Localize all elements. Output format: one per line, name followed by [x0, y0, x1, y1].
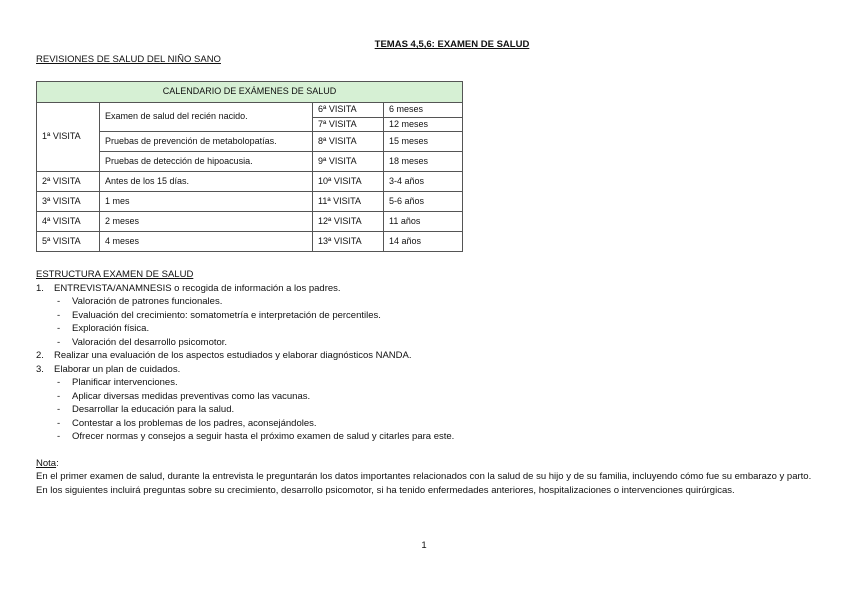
sub-text: Valoración de patrones funcionales. — [72, 296, 223, 307]
visit9-age: 18 meses — [384, 152, 463, 172]
dash: - — [57, 323, 61, 334]
sub-item — [36, 430, 812, 444]
dash: - — [57, 431, 61, 442]
visit11-label: 11ª VISITA — [313, 192, 384, 212]
visit10-label: 10ª VISITA — [313, 172, 384, 192]
note-paragraph-2: En los siguientes incluirá preguntas sobre su crecimiento, desarrollo psicomotor, si ha tenido enfermedades anteriores, hospitalizaciones o intervenciones quirúrgicas. — [36, 484, 735, 496]
visit7-age: 12 meses — [384, 117, 463, 132]
visit11-age: 5-6 años — [384, 192, 463, 212]
list-text: Elaborar un plan de cuidados. — [54, 363, 181, 375]
dash: - — [57, 404, 61, 415]
visit9-label: 9ª VISITA — [313, 152, 384, 172]
list-number: 3. — [36, 363, 44, 375]
list-number: 1. — [36, 282, 44, 294]
note-paragraph-1: En el primer examen de salud, durante la entrevista le preguntarán los datos importantes relacionados con la salud de su hijo y de su familia, incluyendo cómo fue su embarazo y parto. — [36, 471, 812, 482]
sub-text: Desarrollar la educación para la salud. — [72, 404, 235, 415]
visit13-age: 14 años — [384, 232, 463, 252]
visit5-time: 4 meses — [100, 232, 313, 252]
visit12-label: 12ª VISITA — [313, 212, 384, 232]
list-text: ENTREVISTA/ANAMNESIS o recogida de información a los padres. — [54, 282, 341, 294]
visit1-hearing: Pruebas de detección de hipoacusia. — [100, 152, 313, 172]
visit7-label: 7ª VISITA — [313, 117, 384, 132]
list-item — [36, 363, 812, 377]
visit8-age: 15 meses — [384, 132, 463, 152]
visit6-age: 6 meses — [384, 103, 463, 118]
calendar-table — [36, 81, 463, 252]
visit1-newborn: Examen de salud del recién nacido. — [100, 103, 313, 132]
visit8-label: 8ª VISITA — [313, 132, 384, 152]
note-label: Nota — [36, 457, 57, 469]
visit4-time: 2 meses — [100, 212, 313, 232]
structure-section — [36, 268, 812, 497]
visit3-label: 3ª VISITA — [37, 192, 100, 212]
page-number: 1 — [421, 540, 427, 551]
sub-item — [36, 336, 812, 350]
dash: - — [57, 336, 61, 348]
visit1-metabolic: Pruebas de prevención de metabolopatías. — [100, 132, 313, 152]
dash: - — [57, 309, 61, 321]
visit3-time: 1 mes — [100, 192, 313, 212]
structure-heading: ESTRUCTURA EXAMEN DE SALUD — [36, 269, 194, 280]
list-text: Realizar una evaluación de los aspectos estudiados y elaborar diagnósticos NANDA. — [54, 350, 412, 361]
document-title: TEMAS 4,5,6: EXAMEN DE SALUD — [374, 39, 530, 50]
sub-item — [36, 309, 812, 323]
visit2-label: 2ª VISITA — [37, 172, 100, 192]
sub-text: Contestar a los problemas de los padres, aconsejándoles. — [72, 417, 317, 429]
document-subtitle: REVISIONES DE SALUD DEL NIÑO SANO — [36, 54, 221, 65]
dash: - — [57, 390, 61, 402]
dash: - — [57, 377, 61, 388]
dash: - — [57, 296, 61, 307]
note-heading — [36, 457, 812, 471]
sub-text: Valoración del desarrollo psicomotor. — [72, 336, 228, 348]
list-item — [36, 349, 812, 363]
sub-item — [36, 376, 812, 390]
list-number: 2. — [36, 350, 44, 361]
sub-item — [36, 295, 812, 309]
sub-text: Evaluación del crecimiento: somatometría e interpretación de percentiles. — [72, 309, 381, 321]
visit5-label: 5ª VISITA — [37, 232, 100, 252]
sub-text: Ofrecer normas y consejos a seguir hasta el próximo examen de salud y citarles para este. — [72, 431, 455, 442]
sub-item — [36, 403, 812, 417]
dash: - — [57, 417, 61, 429]
sub-text: Exploración física. — [72, 323, 150, 334]
visit6-label: 6ª VISITA — [313, 103, 384, 118]
visit13-label: 13ª VISITA — [313, 232, 384, 252]
sub-item — [36, 390, 812, 404]
visit12-age: 11 años — [384, 212, 463, 232]
note-colon: : — [56, 457, 59, 469]
visit2-time: Antes de los 15 días. — [100, 172, 313, 192]
calendar-header: CALENDARIO DE EXÁMENES DE SALUD — [37, 82, 463, 103]
visit10-age: 3-4 años — [384, 172, 463, 192]
list-item — [36, 282, 812, 296]
visit4-label: 4ª VISITA — [37, 212, 100, 232]
visit1-label: 1ª VISITA — [37, 103, 100, 172]
sub-item — [36, 417, 812, 431]
sub-text: Planificar intervenciones. — [72, 377, 178, 388]
sub-item — [36, 322, 812, 336]
sub-text: Aplicar diversas medidas preventivas como las vacunas. — [72, 390, 311, 402]
